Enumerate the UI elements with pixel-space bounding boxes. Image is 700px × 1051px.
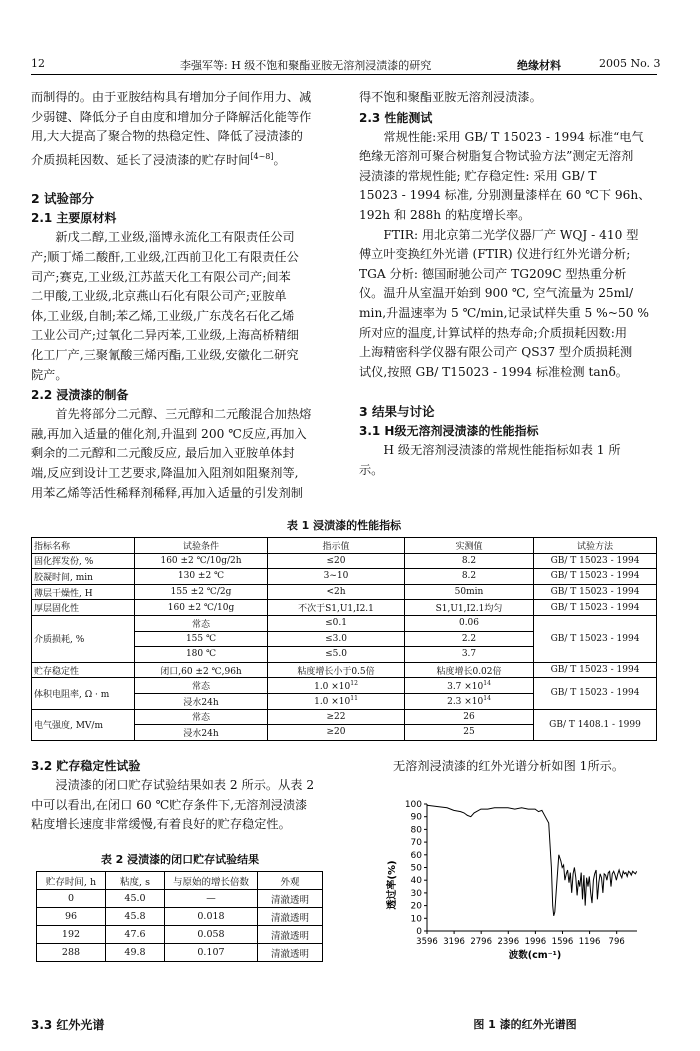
table-cell: GB/ T 15023 - 1994 [534, 553, 657, 569]
materials-line: 化工厂产,三聚氰酸三烯丙酯,工业级,安徽化二研究 [31, 348, 299, 362]
preparation-line: 端,反应到设计工艺要求,降温加入阻剂如阻聚剂等, [31, 465, 299, 480]
results-line: H 级无溶剂浸渍漆的常规性能指标如表 1 所 [383, 443, 621, 458]
table-cell: 49.8 [106, 944, 165, 962]
storage-line: 中可以看出,在闭口 60 ℃贮存条件下,无溶剂浸渍漆 [31, 797, 308, 812]
table-cell: 47.6 [106, 926, 165, 944]
materials-line: 院产。 [31, 367, 68, 382]
table-row [37, 944, 323, 962]
preparation-line: 融,再加入适量的催化剂,升温到 200 ℃反应,再加入 [31, 426, 307, 441]
section-3-heading: 3 结果与讨论 [359, 404, 435, 420]
materials-line: 新戊二醇,工业级,淄博永流化工有限责任公司 [55, 230, 295, 245]
preparation-line: 剩余的二元醇和二元酸反应, 最后加入亚胺单体封 [31, 446, 295, 461]
testing-line: 上海精密科学仪器有限公司产 QS37 型介质损耗测 [359, 345, 633, 360]
x-tick-label: 2396 [497, 937, 520, 947]
y-tick-label: 20 [410, 901, 422, 912]
journal-name: 绝缘材料 [517, 59, 561, 72]
table-cell: ≤20 [268, 553, 405, 569]
table-cell: 0.058 [165, 926, 258, 944]
table-cell: 电气强度, MV/m [32, 709, 135, 740]
y-tick-label: 80 [410, 825, 422, 836]
section-2-3-heading: 2.3 性能测试 [359, 110, 433, 125]
table-header-row [37, 872, 323, 890]
table-cell: 155 ℃ [135, 631, 268, 647]
table-cell: 清澈透明 [258, 944, 323, 962]
table-cell: $2.3 \times 10^{14}$ [405, 693, 534, 709]
x-tick-label: 2796 [470, 937, 493, 947]
table-cell: GB/ T 15023 - 1994 [534, 615, 657, 662]
x-tick-label: 1596 [551, 937, 574, 947]
ir-spectrum-chart [375, 795, 665, 1020]
table-cell: GB/ T 15023 - 1994 [534, 569, 657, 585]
table-cell: $3.7 \times 10^{14}$ [405, 678, 534, 694]
table-cell: 贮存稳定性 [32, 662, 135, 678]
table-header-cell: 与原始的增长倍数 [165, 872, 258, 890]
section-3-2-heading: 3.2 贮存稳定性试验 [31, 759, 141, 773]
table-cell: 0.06 [405, 615, 534, 631]
left-column [31, 88, 329, 503]
materials-line: 工业公司产;过氧化二异丙苯,工业级,上海高桥精细 [31, 328, 299, 343]
table-cell: S1,U1,I2.1均匀 [405, 600, 534, 616]
table-row [32, 584, 657, 600]
y-tick-label: 0 [416, 927, 422, 937]
table-header-row [32, 538, 657, 554]
table-cell: GB/ T 15023 - 1994 [534, 678, 657, 709]
table-row [37, 890, 323, 908]
table-cell: 2.2 [405, 631, 534, 647]
y-tick-label: 50 [410, 863, 422, 874]
journal-issue: 2005 No. 3 [599, 57, 661, 70]
table-header-cell: 贮存时间, h [37, 872, 106, 890]
table-cell: 50min [405, 584, 534, 600]
table-cell: 130 ±2 ℃ [135, 569, 268, 585]
table-cell: 96 [37, 908, 106, 926]
testing-line: 所对应的温度,计算试样的热寿命;介质损耗因数:用 [359, 325, 628, 340]
table-row [32, 662, 657, 678]
table-cell: 闭口,60 ±2 ℃,96h [135, 662, 268, 678]
table-header-cell: 指标名称 [32, 538, 135, 554]
table-cell: 0.018 [165, 908, 258, 926]
table-cell: ≤0.1 [268, 615, 405, 631]
table-cell: 清澈透明 [258, 908, 323, 926]
citation: [4~8] [250, 151, 274, 161]
y-tick-label: 10 [410, 914, 422, 925]
table-cell: ≥22 [268, 709, 405, 725]
testing-line: 傅立叶变换红外光谱 (FTIR) 仪进行红外光谱分析; [359, 247, 631, 262]
table-cell: 体积电阻率, Ω · m [32, 678, 135, 709]
continued-line: 得不饱和聚酯亚胺无溶剂浸渍漆。 [359, 90, 542, 104]
table-cell: 160 ±2 ℃/10g/2h [135, 553, 268, 569]
table-row [32, 709, 657, 725]
testing-line: 15023 - 1994 标准, 分别测量漆样在 60 ℃下 96h、 [359, 188, 651, 203]
section-2-2-heading: 2.2 浸渍漆的制备 [31, 388, 129, 403]
y-tick-label: 70 [410, 838, 422, 849]
table-cell: $1.0 \times 10^{12}$ [268, 678, 405, 694]
table-1 [31, 537, 657, 741]
y-ticks [405, 800, 427, 937]
table-cell: 常态 [135, 678, 268, 694]
table-row [32, 569, 657, 585]
table-cell: 26 [405, 709, 534, 725]
storage-line: 粘度增长速度非常缓慢,有着良好的贮存稳定性。 [31, 817, 291, 832]
table-cell: — [165, 890, 258, 908]
testing-line: 绝缘无溶剂可聚合树脂复合物试验方法”测定无溶剂 [359, 149, 634, 164]
table-cell: GB/ T 15023 - 1994 [534, 584, 657, 600]
table-cell: 288 [37, 944, 106, 962]
table-cell: 厚层固化性 [32, 600, 135, 616]
running-title: 李强军等: H 级不饱和聚酯亚胺无溶剂浸渍漆的研究 [180, 59, 432, 72]
table-header-cell: 试验方法 [534, 538, 657, 554]
table-cell: 180 ℃ [135, 647, 268, 663]
table-header-cell: 外观 [258, 872, 323, 890]
y-axis-label: 透过率(%) [387, 860, 398, 910]
table-cell: 常态 [135, 709, 268, 725]
intro-line: 用,大大提高了聚合物的热稳定性、降低了浸渍漆的 [31, 129, 303, 144]
table-cell: 浸水24h [135, 693, 268, 709]
intro-line: 少弱键、降低分子自由度和增加分子降解活化能等作 [31, 109, 312, 124]
table-cell: GB/ T 15023 - 1994 [534, 662, 657, 678]
table-2 [36, 871, 323, 962]
x-tick-label: 1996 [524, 937, 547, 947]
table-cell: 155 ±2 ℃/2g [135, 584, 268, 600]
table-cell: 45.0 [106, 890, 165, 908]
y-tick-label: 100 [404, 800, 422, 810]
section-3-1-heading: 3.1 H级无溶剂浸渍漆的性能指标 [359, 424, 539, 439]
table-header-cell: 粘度, s [106, 872, 165, 890]
x-ticks [416, 931, 625, 947]
table-cell: 浸水24h [135, 725, 268, 741]
table-cell: 0 [37, 890, 106, 908]
x-tick-label: 796 [608, 937, 625, 947]
materials-line: 二甲酸,工业级,北京燕山石化有限公司产;亚胺单 [31, 289, 287, 304]
testing-line: 仪。温升从室温开始到 900 ℃, 空气流量为 25ml/ [359, 286, 634, 301]
table-2-caption: 表 2 浸渍漆的闭口贮存试验结果 [100, 853, 260, 866]
table-cell: 0.107 [165, 944, 258, 962]
preparation-line: 首先将部分二元醇、三元醇和二元酸混合加热熔 [55, 407, 312, 422]
table-row [32, 678, 657, 694]
table-cell: 清澈透明 [258, 926, 323, 944]
testing-line: 浸渍漆的常规性能; 贮存稳定性: 采用 GB/ T [359, 168, 597, 183]
testing-line: 常规性能:采用 GB/ T 15023 - 1994 标准“电气 [383, 129, 644, 144]
table-cell: GB/ T 15023 - 1994 [534, 600, 657, 616]
table-header-cell: 试验条件 [135, 538, 268, 554]
table-cell: 粘度增长0.02倍 [405, 662, 534, 678]
ir-spectrum-line [427, 805, 637, 916]
figure-intro-line: 无溶剂浸渍漆的红外光谱分析如图 1所示。 [393, 759, 625, 773]
table-cell: 不次于S1,U1,I2.1 [268, 600, 405, 616]
table-cell: 3.7 [405, 647, 534, 663]
figure-1-caption: 图 1 漆的红外光谱图 [473, 1018, 577, 1031]
table-1-caption: 表 1 浸渍漆的性能指标 [286, 519, 402, 532]
testing-line: 192h 和 288h 的粘度增长率。 [359, 207, 531, 222]
table-cell: 胶凝时间, min [32, 569, 135, 585]
page-number: 12 [31, 57, 45, 70]
x-axis-label: 波数(cm⁻¹) [508, 950, 562, 961]
y-tick-label: 40 [410, 876, 422, 887]
testing-line: 试仪,按照 GB/ T15023 - 1994 标准检测 tanδ。 [359, 364, 628, 379]
section-2-heading: 2 试验部分 [31, 191, 95, 207]
preparation-line: 用苯乙烯等活性稀释剂稀释,再加入适量的引发剂制 [31, 485, 303, 500]
right-column [359, 88, 657, 481]
section-3-2 [31, 756, 329, 835]
y-tick-label: 30 [410, 888, 422, 899]
materials-line: 产;顺丁烯二酸酐,工业级,江西前卫化工有限责任公 [31, 250, 299, 265]
table-cell: ≤3.0 [268, 631, 405, 647]
table-cell: 粘度增长小于0.5倍 [268, 662, 405, 678]
materials-line: 司产;赛克,工业级,江苏蓝天化工有限公司产;间苯 [31, 269, 291, 284]
table-cell: 160 ±2 ℃/10g [135, 600, 268, 616]
table-cell: 固化挥发份, % [32, 553, 135, 569]
table-cell: 192 [37, 926, 106, 944]
table-row [32, 615, 657, 631]
intro-line: 而制得的。由于亚胺结构具有增加分子间作用力、减 [31, 90, 312, 104]
table-header-cell: 实测值 [405, 538, 534, 554]
table-cell: ≥20 [268, 725, 405, 741]
table-cell: 薄层干燥性, H [32, 584, 135, 600]
table-header-cell: 指示值 [268, 538, 405, 554]
table-row [32, 553, 657, 569]
results-line: 示。 [359, 462, 384, 477]
table-cell: $1.0 \times 10^{11}$ [268, 693, 405, 709]
table-cell: 常态 [135, 615, 268, 631]
x-tick-label: 3196 [443, 937, 465, 947]
testing-line: FTIR: 用北京第二光学仪器厂产 WQJ - 410 型 [383, 227, 639, 242]
y-tick-label: 90 [410, 812, 422, 823]
table-cell: <2h [268, 584, 405, 600]
table-row [37, 908, 323, 926]
table-cell: 8.2 [405, 569, 534, 585]
table-cell: 8.2 [405, 553, 534, 569]
section-2-1-heading: 2.1 主要原材料 [31, 211, 117, 226]
testing-line: min,升温速率为 5 ℃/min,记录试样失重 5 %~50 % [359, 305, 649, 320]
table-cell: 3~10 [268, 569, 405, 585]
table-row [32, 600, 657, 616]
table-cell: 清澈透明 [258, 890, 323, 908]
section-3-3-heading: 3.3 红外光谱 [31, 1018, 105, 1032]
x-tick-label: 3596 [416, 937, 438, 947]
testing-line: TGA 分析: 德国耐驰公司产 TG209C 型热重分析 [359, 266, 627, 281]
table-cell: 45.8 [106, 908, 165, 926]
x-tick-label: 1196 [578, 937, 601, 947]
materials-line: 体,工业级,自制;苯乙烯,工业级,广东茂名石化乙烯 [31, 308, 295, 323]
storage-line: 浸渍漆的闭口贮存试验结果如表 2 所示。从表 2 [55, 778, 315, 792]
table-cell: 25 [405, 725, 534, 741]
table-cell: GB/ T 1408.1 - 1999 [534, 709, 657, 740]
header-rule [31, 74, 657, 75]
table-cell: ≤5.0 [268, 647, 405, 663]
table-row [37, 926, 323, 944]
y-tick-label: 60 [410, 850, 422, 861]
table-cell: 介质损耗, % [32, 615, 135, 662]
intro-line: 介质损耗因数、延长了浸渍漆的贮存时间[4~8]。 [31, 151, 286, 167]
